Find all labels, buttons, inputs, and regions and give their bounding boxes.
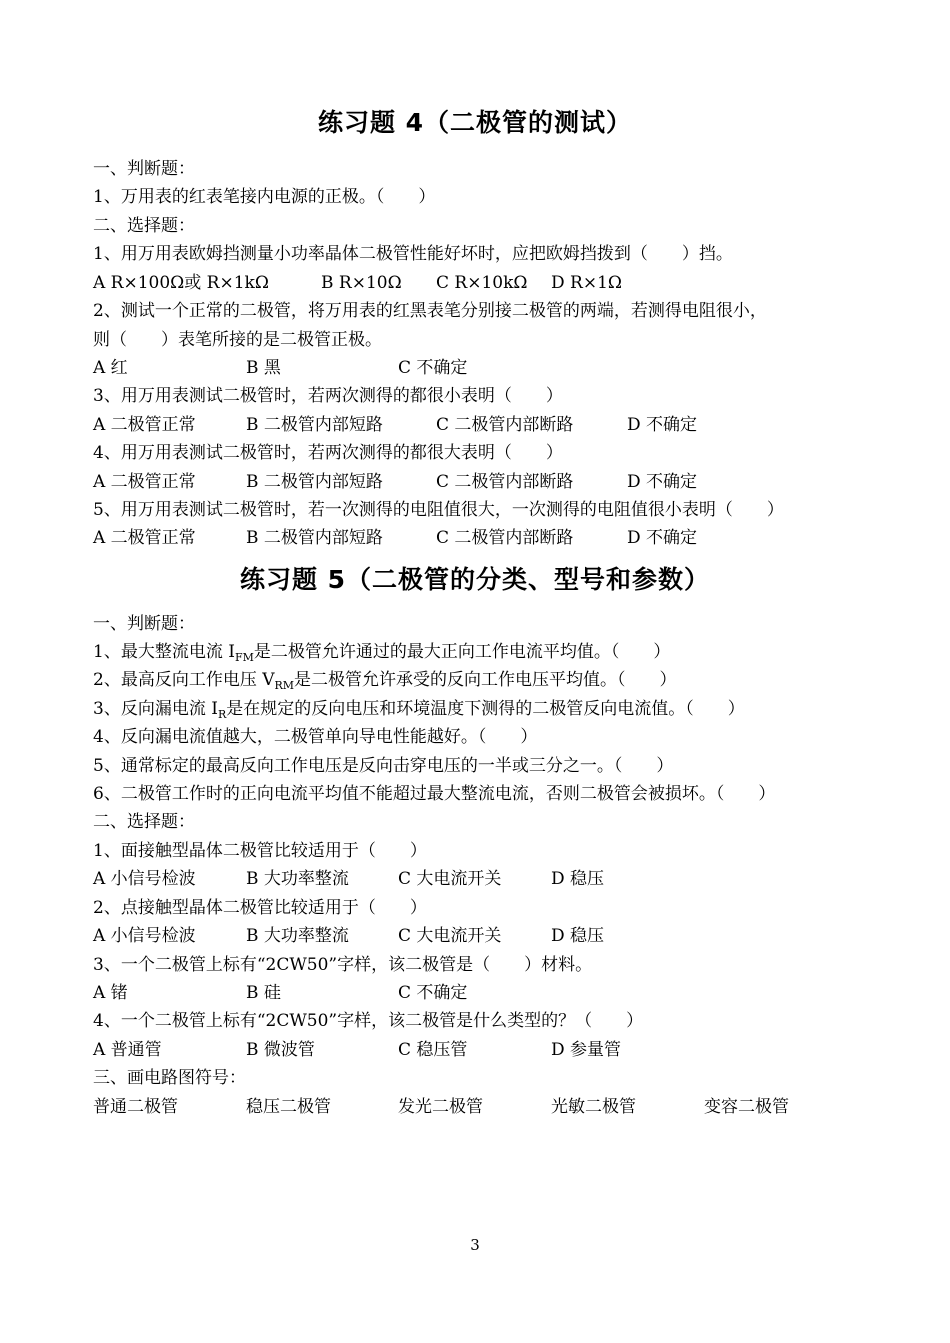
j3-text-post: 是在规定的反向电压和环境温度下测得的二极管反向电流值。（ ） (226, 699, 745, 719)
draw-item-4: 光敏二极管 (551, 1097, 636, 1117)
option-d: D 稳压 (551, 869, 605, 889)
option-b: B 微波管 (246, 1040, 315, 1060)
j3-text-pre: 3、反向漏电流 I (93, 699, 218, 719)
option-d: D 稳压 (551, 926, 605, 946)
j2-text-post: 是二极管允许承受的反向工作电压平均值。（ ） (294, 670, 677, 690)
option-b: B 黑 (246, 358, 281, 378)
option-a: A 二极管正常 (93, 472, 196, 492)
section5-title: 练习题 5（二极管的分类、型号和参数） (239, 565, 711, 594)
option-b: B 二极管内部短路 (246, 472, 383, 492)
s5-judge-item-6: 6、二极管工作时的正向电流平均值不能超过最大整流电流，否则二极管会被损坏。（ ） (93, 784, 776, 804)
page-number: 3 (470, 1236, 480, 1254)
s4-question-5: 5、用万用表测试二极管时，若一次测得的电阻值很大，一次测得的电阻值很小表明（ ） (93, 500, 784, 520)
option-d: D R×1Ω (551, 273, 622, 293)
option-c: C 大电流开关 (398, 869, 502, 889)
s5-choice-heading: 二、选择题： (93, 812, 195, 832)
j1-text-post: 是二极管允许通过的最大正向工作电流平均值。（ ） (253, 642, 671, 662)
s5-judge-item-4: 4、反向漏电流值越大，二极管单向导电性能越好。（ ） (93, 727, 538, 747)
option-b: B 大功率整流 (246, 926, 349, 946)
option-b: B 二极管内部短路 (246, 528, 383, 548)
option-b: B 大功率整流 (246, 869, 349, 889)
s5-judge-item-3 (93, 697, 745, 721)
j3-subscript: R (217, 708, 227, 721)
option-d: D 不确定 (627, 472, 698, 492)
option-c: C 不确定 (398, 983, 468, 1003)
s4-choice-heading: 二、选择题： (93, 216, 195, 236)
draw-item-5: 变容二极管 (704, 1097, 789, 1117)
option-a: A 锗 (93, 983, 128, 1003)
option-c: C 不确定 (398, 358, 468, 378)
option-b: B 硅 (246, 983, 281, 1003)
option-c: C 二极管内部断路 (436, 472, 574, 492)
option-c: C R×10kΩ (436, 273, 528, 293)
j1-subscript: FM (234, 651, 254, 664)
option-a: A 普通管 (93, 1040, 162, 1060)
s4-judge-item-1: 1、万用表的红表笔接内电源的正极。（ ） (93, 187, 436, 207)
s5-judge-item-1 (93, 640, 670, 664)
option-c: C 稳压管 (398, 1040, 468, 1060)
option-d: D 不确定 (627, 528, 698, 548)
option-c: C 二极管内部断路 (436, 415, 574, 435)
option-c: C 大电流开关 (398, 926, 502, 946)
s4-question-2-line-2: 则（ ）表笔所接的是二极管正极。 (93, 330, 382, 350)
s5-question-4: 4、一个二极管上标有“2CW50”字样，该二极管是什么类型的？（ ） (93, 1011, 644, 1031)
j2-text-pre: 2、最高反向工作电压 V (93, 670, 275, 690)
option-b: B 二极管内部短路 (246, 415, 383, 435)
section4-title: 练习题 4（二极管的测试） (317, 108, 633, 137)
j2-subscript: RM (274, 679, 295, 692)
option-a: A R×100Ω或 R×1kΩ (93, 273, 269, 293)
s5-judge-item-2 (93, 668, 677, 692)
s5-question-1: 1、面接触型晶体二极管比较适用于（ ） (93, 841, 427, 861)
s4-question-1: 1、用万用表欧姆挡测量小功率晶体二极管性能好坏时，应把欧姆挡拨到（ ）挡。 (93, 244, 733, 264)
s5-judge-heading: 一、判断题： (93, 614, 195, 634)
draw-item-3: 发光二极管 (398, 1097, 483, 1117)
option-d: D 不确定 (627, 415, 698, 435)
s5-question-3: 3、一个二极管上标有“2CW50”字样，该二极管是（ ）材料。 (93, 955, 593, 975)
option-a: A 小信号检波 (93, 926, 196, 946)
option-d: D 参量管 (551, 1040, 622, 1060)
s5-draw-heading: 三、画电路图符号： (93, 1068, 246, 1088)
draw-item-2: 稳压二极管 (246, 1097, 331, 1117)
s5-judge-item-5: 5、通常标定的最高反向工作电压是反向击穿电压的一半或三分之一。（ ） (93, 756, 674, 776)
option-a: A 二极管正常 (93, 528, 196, 548)
option-b: B R×10Ω (321, 273, 402, 293)
s4-question-3: 3、用万用表测试二极管时，若两次测得的都很小表明（ ） (93, 386, 563, 406)
s4-question-2-line-1: 2、测试一个正常的二极管，将万用表的红黑表笔分别接二极管的两端，若测得电阻很小， (93, 301, 767, 321)
option-c: C 二极管内部断路 (436, 528, 574, 548)
s4-question-4: 4、用万用表测试二极管时，若两次测得的都很大表明（ ） (93, 443, 563, 463)
option-a: A 二极管正常 (93, 415, 196, 435)
draw-item-1: 普通二极管 (93, 1097, 178, 1117)
s5-question-2: 2、点接触型晶体二极管比较适用于（ ） (93, 898, 427, 918)
option-a: A 小信号检波 (93, 869, 196, 889)
option-a: A 红 (93, 358, 128, 378)
s4-judge-heading: 一、判断题： (93, 159, 195, 179)
j1-text-pre: 1、最大整流电流 I (93, 642, 235, 662)
